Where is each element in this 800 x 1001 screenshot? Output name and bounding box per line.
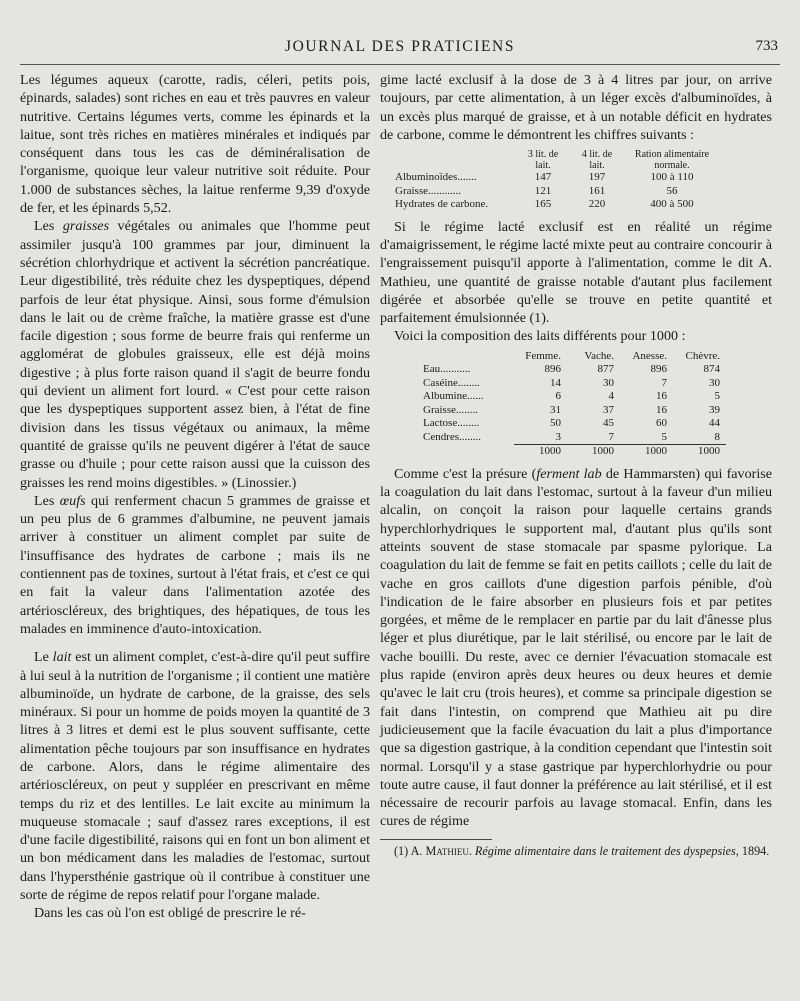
- column-header: 4 lit. de lait.: [581, 149, 613, 172]
- emphasis-ferment: ferment lab: [536, 465, 602, 482]
- text: Les: [34, 492, 60, 509]
- footnote-year: , 1894.: [735, 843, 770, 858]
- row-label: Graisse............: [395, 184, 461, 197]
- table-cell: 16: [656, 403, 667, 416]
- paragraph-amaigrissement: Si le régime lacté exclusif est en réalité un régime d'amaigrissement, le régime lacté mixte peut au contraire concourir à l'engraissement puisqu'il apporte à l'alimentation, comme le dit A. Mathieu, une quantité de graisse notable d'autant plus facilement digérée et absorbée qu'elle se trouve en petite quantité et parfaitement émulsionnée (1).: [380, 218, 772, 327]
- table-cell: 5: [661, 430, 667, 443]
- column-header: Vache.: [584, 349, 614, 362]
- table-cell: 5: [714, 390, 720, 403]
- text: qui renferment chacun 5 grammes de graisse et un peu plus de 6 grammes d'albumine, ne peuvent jamais arriver à constituer un aliment complet par suite de l'insuffisance des hydrates de carbone ; mais ils ne contiennent pas de toxines, surtout à l'état frais, et c'est ce qui en fait la valeur dans l'alimentation azotée des artérioscléreux, des brightiques, des hépatiques, de tous les malades en imminence d'auto-intoxication.: [20, 492, 370, 637]
- table-cell: 16: [656, 390, 667, 403]
- table-corner: [392, 149, 516, 171]
- emphasis-graisses: graisses: [62, 218, 110, 235]
- column-header: Femme.: [525, 349, 561, 362]
- table-cell: 874: [703, 363, 720, 376]
- footnote-author: Mathieu: [425, 843, 469, 858]
- paragraph-composition-intro: Voici la composition des laits différents pour 1000 :: [394, 328, 686, 345]
- paragraph-oeufs: [20, 492, 370, 638]
- column-header: Anesse.: [632, 349, 667, 362]
- table-cell: 1000: [514, 445, 567, 459]
- column-header: Ration alimentaire normale.: [634, 149, 710, 172]
- milk-composition-table: [420, 350, 726, 459]
- row-label: Hydrates de carbone.: [395, 198, 489, 211]
- table-cell: 1000: [673, 445, 726, 459]
- table-header-row: [420, 350, 726, 364]
- header-rule: [20, 64, 780, 65]
- column-header: 3 lit. de lait.: [527, 149, 559, 172]
- table-cell: 896: [544, 363, 561, 376]
- table-cell: 56: [666, 184, 678, 197]
- table-cell: 161: [588, 184, 606, 197]
- table-cell: 1000: [567, 445, 620, 459]
- emphasis-oeufs: œufs: [59, 492, 86, 509]
- table-cell: 37: [603, 403, 614, 416]
- journal-title: JOURNAL DES PRATICIENS: [284, 38, 516, 55]
- paragraph-lait: [20, 648, 370, 904]
- table-row: [420, 404, 726, 418]
- table-header-row: [392, 149, 720, 171]
- footnote-rule: [380, 839, 492, 840]
- table-cell: 7: [661, 376, 667, 389]
- footnote-title: Régime alimentaire dans le traitement des dyspepsies: [474, 843, 736, 858]
- table-cell: 400 à 500: [650, 198, 694, 211]
- text: Comme c'est la présure (: [394, 465, 537, 482]
- page-number: 733: [755, 38, 778, 54]
- table-cell: 44: [709, 417, 720, 430]
- table-row: [420, 431, 726, 445]
- table-row: [420, 363, 726, 377]
- row-label: Cendres........: [423, 431, 482, 444]
- paragraph-regime-cont: gime lacté exclusif à la dose de 3 à 4 litres par jour, on arrive toujours, par cette alimentation, à un léger excès d'albuminoïdes, à un excès plus marqué de graisse, et à un notable déficit en hydrates de carbone, comme le démontrent les chiffres suivants :: [380, 72, 772, 143]
- row-label: Eau...........: [423, 363, 471, 376]
- table-cell: 165: [534, 198, 552, 211]
- table-corner: [420, 350, 514, 364]
- text: végétales ou animales que l'homme peut assimiler jusqu'à 100 grammes par jour, diminuent la sécrétion chlorhydrique et activent la sécrétion pancréatique. Leur digestibilité, très réduite chez les dyspeptiques, dépend parfois de leur état physique. Ainsi, sous forme d'émulsion dans le lait ou de crème fraîche, la matière grasse est d'une facile digestion ; sous forme de beurre frais qui renferme un agglomérat de globules graisseux, elle est déjà moins digestive ; à plus forte raison quand il s'agit de beurre fondu qui devient un aliment fort lourd. « C'est pour cette raison que les dyspeptiques supportent assez bien, à l'état de fine division dans les tissus végétaux ou animaux, la même quantité de graisse qu'ils ne peuvent digérer à l'état de sauce grasse ou d'huile ; pour cette raison aussi que la cuisson des graisses les rend moins digestibles. » (Linossier.): [20, 218, 370, 491]
- paragraph-graisses: [20, 217, 370, 491]
- footnote-mark: (1) A.: [394, 843, 426, 858]
- text: Le: [34, 649, 53, 666]
- table-cell: 14: [550, 376, 561, 389]
- table-cell: 197: [588, 171, 606, 184]
- table-cell: 50: [550, 417, 561, 430]
- table-cell: 877: [597, 363, 614, 376]
- row-label: Graisse........: [423, 403, 478, 416]
- row-label: [420, 445, 514, 459]
- text: de Hammarsten) qui favorise la coagulation du lait dans l'estomac, surtout à la faveur d'un milieu alcalin, on conçoit la raison pour laquelle certains grands hyperchlorhydriques le supportent mal, d'autant plus qu'ils sont atteints souvent de stase stomacale par spasme pylorique. La coagulation du lait de femme se fait en petits caillots ; celle du lait de vache en gros caillots d'une digestion parfois pénible, d'où l'indication de le faire absorber en plusieurs fois et par petites gorgées, et même de le remplacer en partie par du lait d'ânesse plus léger et plus diurétique, par le lait stérilisé, ou encore par le lait de vache bouilli. Du reste, avec ce dernier l'évacuation stomacale est plus rapide (environ après deux heures ou deux heures et demie qu'avec le lait cru (trois heures), et comme sa principale digestion se fait dans l'intestin, on comprend que Mathieu ait pu dire judicieusement que la facile évacuation du lait a plus d'importance que sa digestion gastrique, à la condition cependant que l'intestin soit normal. Lorsqu'il y a stase gastrique par hyperchlorhydrie ou pour toute autre cause, il faut donner la préférence au lait stérilisé, et il est nécessaire de recourir parfois au lavage stomacal. Enfin, dans les cures de régime: [380, 465, 772, 830]
- table-cell: 4: [608, 390, 614, 403]
- table-cell: 6: [555, 390, 561, 403]
- table-cell: 147: [534, 171, 552, 184]
- table-cell: 60: [656, 417, 667, 430]
- table-row: [392, 171, 720, 185]
- table-row: [420, 377, 726, 391]
- table-cell: 30: [603, 376, 614, 389]
- table-cell: 220: [588, 198, 606, 211]
- table-cell: 31: [550, 403, 561, 416]
- table-cell: 8: [714, 430, 720, 443]
- row-label: Lactose........: [423, 417, 480, 430]
- ration-table: [392, 149, 720, 212]
- table-cell: 39: [709, 403, 720, 416]
- text: .: [468, 843, 475, 858]
- table-cell: 45: [603, 417, 614, 430]
- table-cell: 100 à 110: [650, 171, 694, 184]
- row-label: Albuminoïdes.......: [395, 171, 477, 184]
- running-header: [20, 36, 780, 60]
- paragraph-presure: [380, 465, 772, 831]
- table-row: [392, 198, 720, 212]
- table-cell: 1000: [620, 445, 673, 459]
- table-total-row: [420, 445, 726, 459]
- table-cell: 7: [608, 430, 614, 443]
- table-row: [392, 185, 720, 199]
- table-cell: 896: [650, 363, 667, 376]
- row-label: Albumine......: [423, 390, 484, 403]
- table-cell: 30: [709, 376, 720, 389]
- right-column: [380, 71, 772, 859]
- table-cell: 121: [534, 184, 552, 197]
- table-cell: 3: [555, 430, 561, 443]
- text: Les: [34, 218, 63, 235]
- table-row: [420, 417, 726, 431]
- left-column: [20, 71, 370, 923]
- footnote: [380, 844, 772, 859]
- text: est un aliment complet, c'est-à-dire qu'il peut suffire à lui seul à la nutrition de l'organisme ; il contient une matière albuminoïde, un hydrate de carbone, de la graisse, des sels minéraux. Si pour un homme de poids moyen la quantité de 3 litres à 3 litres et demi est le plus souvent suffisante, cette alimentation pêche toujours par son insuffisance en hydrates de carbone. Alors, dans le régime alimentaire des artérioscléreux, on peut y suppléer en prescrivant en même temps du riz et des lentilles. Le lait excite au minimum la muqueuse stomacale ; sauf d'assez rares exceptions, il est d'une facile digestibilité, raisons qui en font un bon aliment et un bon médicament dans les maladies de l'estomac, surtout dans l'hypersthénie gastrique où il contribue à constituer une sorte de régime de repos relatif pour l'organe malade.: [20, 649, 371, 904]
- paragraph-regime: Dans les cas où l'on est obligé de prescrire le ré-: [34, 905, 306, 922]
- emphasis-lait: lait: [52, 649, 72, 666]
- column-header: Chèvre.: [685, 349, 720, 362]
- paragraph-legumes: Les légumes aqueux (carotte, radis, céleri, petits pois, épinards, salades) sont riches en eau et très pauvres en valeur nutritive. Certains légumes verts, comme les épinards et la laitue, sont très riches en matières minérales et indiqués par conséquent dans tous les cas de déminéralisation de l'organisme, quoique leur valeur nutritive soit réduite. Pour 1.000 de substances sèches, la laitue renferme 9,39 d'oxyde de fer, et les épinards 5,52.: [20, 72, 370, 217]
- row-label: Caséine........: [423, 376, 480, 389]
- table-row: [420, 390, 726, 404]
